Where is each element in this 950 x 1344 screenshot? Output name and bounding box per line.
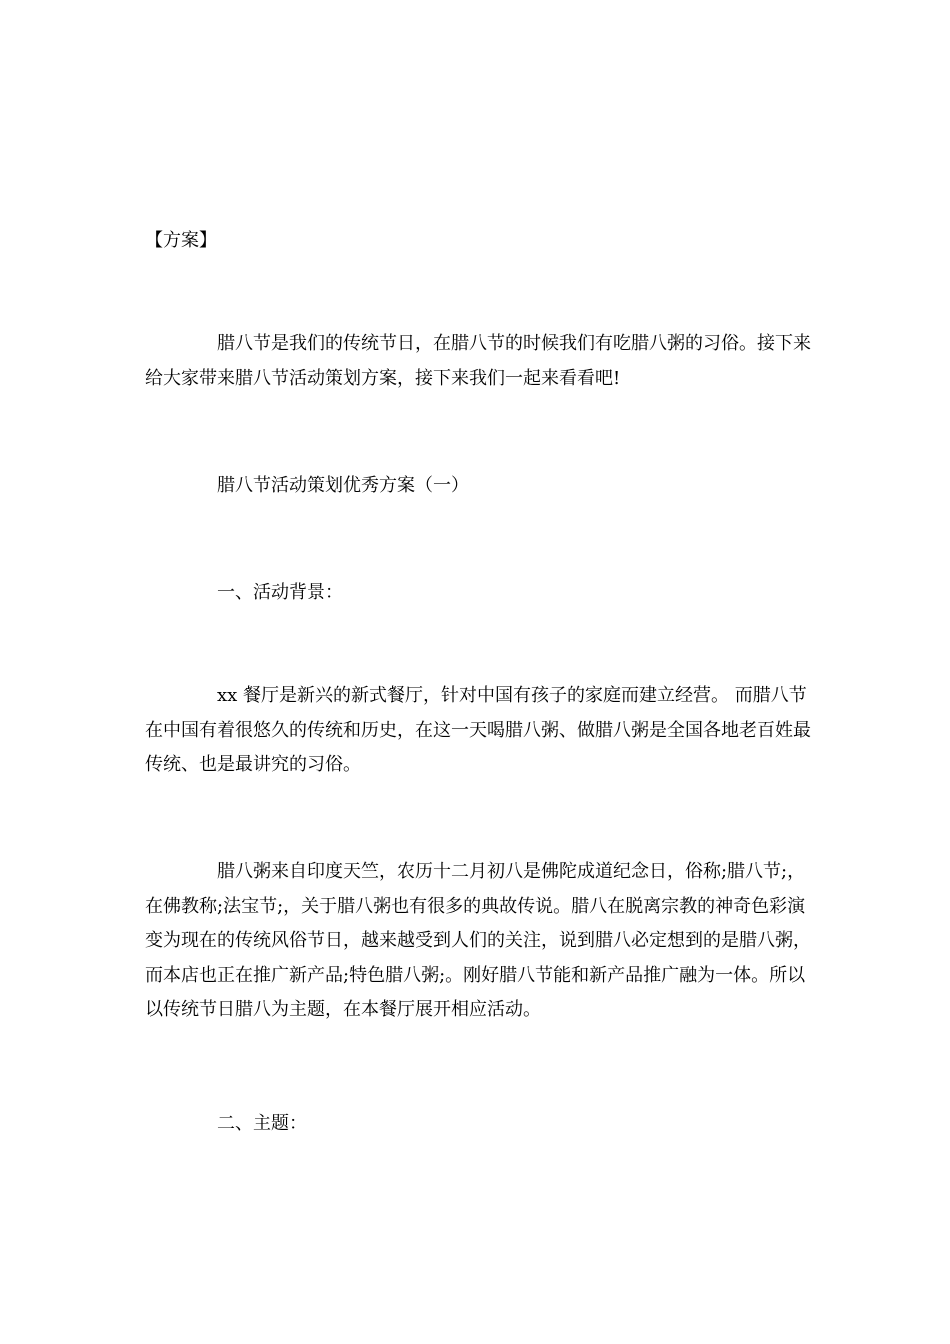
section-heading-background: 一、活动背景： (217, 582, 343, 603)
background-paragraph-1: xx 餐厅是新兴的新式餐厅，针对中国有孩子的家庭而建立经营。 而腊八节在中国有着很悠久的传统和历史，在这一天喝腊八粥、做腊八粥是全国各地老百姓最传统、也是最讲究的习俗。 (145, 685, 811, 775)
plan-title: 腊八节活动策划优秀方案（一） (217, 475, 469, 496)
section-heading-theme: 二、主题： (217, 1113, 307, 1134)
intro-paragraph: 腊八节是我们的传统节日，在腊八节的时候我们有吃腊八粥的习俗。接下来给大家带来腊八节活动策划方案，接下来我们一起来看看吧! (145, 333, 811, 389)
document-tag: 【方案】 (145, 230, 217, 251)
background-paragraph-2: 腊八粥来自印度天竺，农历十二月初八是佛陀成道纪念日，俗称;腊八节;，在佛教称;法宝节;，关于腊八粥也有很多的典故传说。腊八在脱离宗教的神奇色彩演变为现在的传统风俗节日，越来越受到人们的关注，说到腊八必定想到的是腊八粥，而本店也正在推广新产品;特色腊八粥;。刚好腊八节能和新产品推广融为一体。所以以传统节日腊八为主题，在本餐厅展开相应活动。 (145, 861, 811, 1020)
